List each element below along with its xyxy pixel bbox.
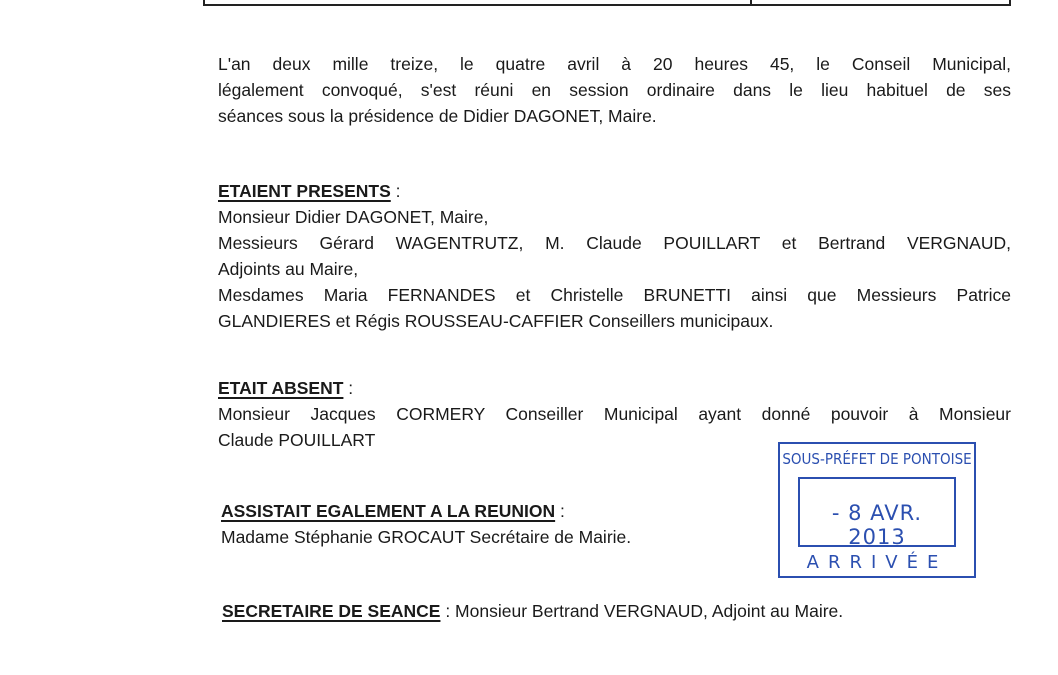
intro-paragraph — [218, 51, 1011, 129]
presents-line-3: Adjoints au Maire, — [218, 259, 359, 279]
arrival-stamp — [778, 442, 976, 578]
assistait-section — [221, 498, 761, 550]
secretaire-line — [222, 598, 1002, 624]
absent-line-2: Claude POUILLART — [218, 430, 376, 450]
assistait-heading-line — [221, 498, 761, 524]
stamp-date: - 8 AVR. 2013 — [831, 501, 923, 549]
absent-heading-colon: : — [343, 378, 354, 398]
absent-line-1: Monsieur Jacques CORMERY Conseiller Municipal ayant donné pouvoir à Monsieur — [218, 404, 1011, 424]
presents-line-5: GLANDIERES et Régis ROUSSEAU-CAFFIER Conseillers municipaux. — [218, 311, 774, 331]
stamp-date-box — [798, 477, 956, 547]
presents-line-1: Monsieur Didier DAGONET, Maire, — [218, 207, 489, 227]
assistait-heading: ASSISTAIT EGALEMENT A LA REUNION — [221, 501, 556, 521]
presents-line-2: Messieurs Gérard WAGENTRUTZ, M. Claude POUILLART et Bertrand VERGNAUD, — [218, 233, 1011, 253]
absent-heading: ETAIT ABSENT — [218, 378, 344, 398]
presents-section — [218, 178, 1011, 334]
absent-heading-line — [218, 375, 1011, 401]
assistait-heading-colon: : — [555, 501, 565, 521]
secretaire-section — [222, 598, 1002, 624]
assistait-line-1: Madame Stéphanie GROCAUT Secrétaire de Mairie. — [221, 527, 632, 547]
presents-heading: ETAIENT PRESENTS — [218, 181, 391, 201]
secretaire-text: : Monsieur Bertrand VERGNAUD, Adjoint au Maire. — [440, 601, 844, 621]
intro-line-3: séances sous la présidence de Didier DAGONET, Maire. — [218, 106, 657, 126]
presents-heading-line — [218, 178, 1011, 204]
presents-line-4: Mesdames Maria FERNANDES et Christelle BRUNETTI ainsi que Messieurs Patrice — [218, 285, 1011, 305]
secretaire-heading: SECRETAIRE DE SEANCE — [222, 601, 441, 621]
header-table-frame — [203, 0, 1011, 6]
header-table-divider — [750, 0, 752, 4]
intro-line-2: légalement convoqué, s'est réuni en session ordinaire dans le lieu habituel de ses — [218, 80, 1011, 100]
stamp-title: SOUS-PRÉFET DE PONTOISE — [782, 450, 972, 468]
stamp-footer: ARRIVÉE — [806, 552, 948, 573]
presents-heading-colon: : — [390, 181, 401, 201]
intro-line-1: L'an deux mille treize, le quatre avril à 20 heures 45, le Conseil Municipal, — [218, 54, 1011, 74]
